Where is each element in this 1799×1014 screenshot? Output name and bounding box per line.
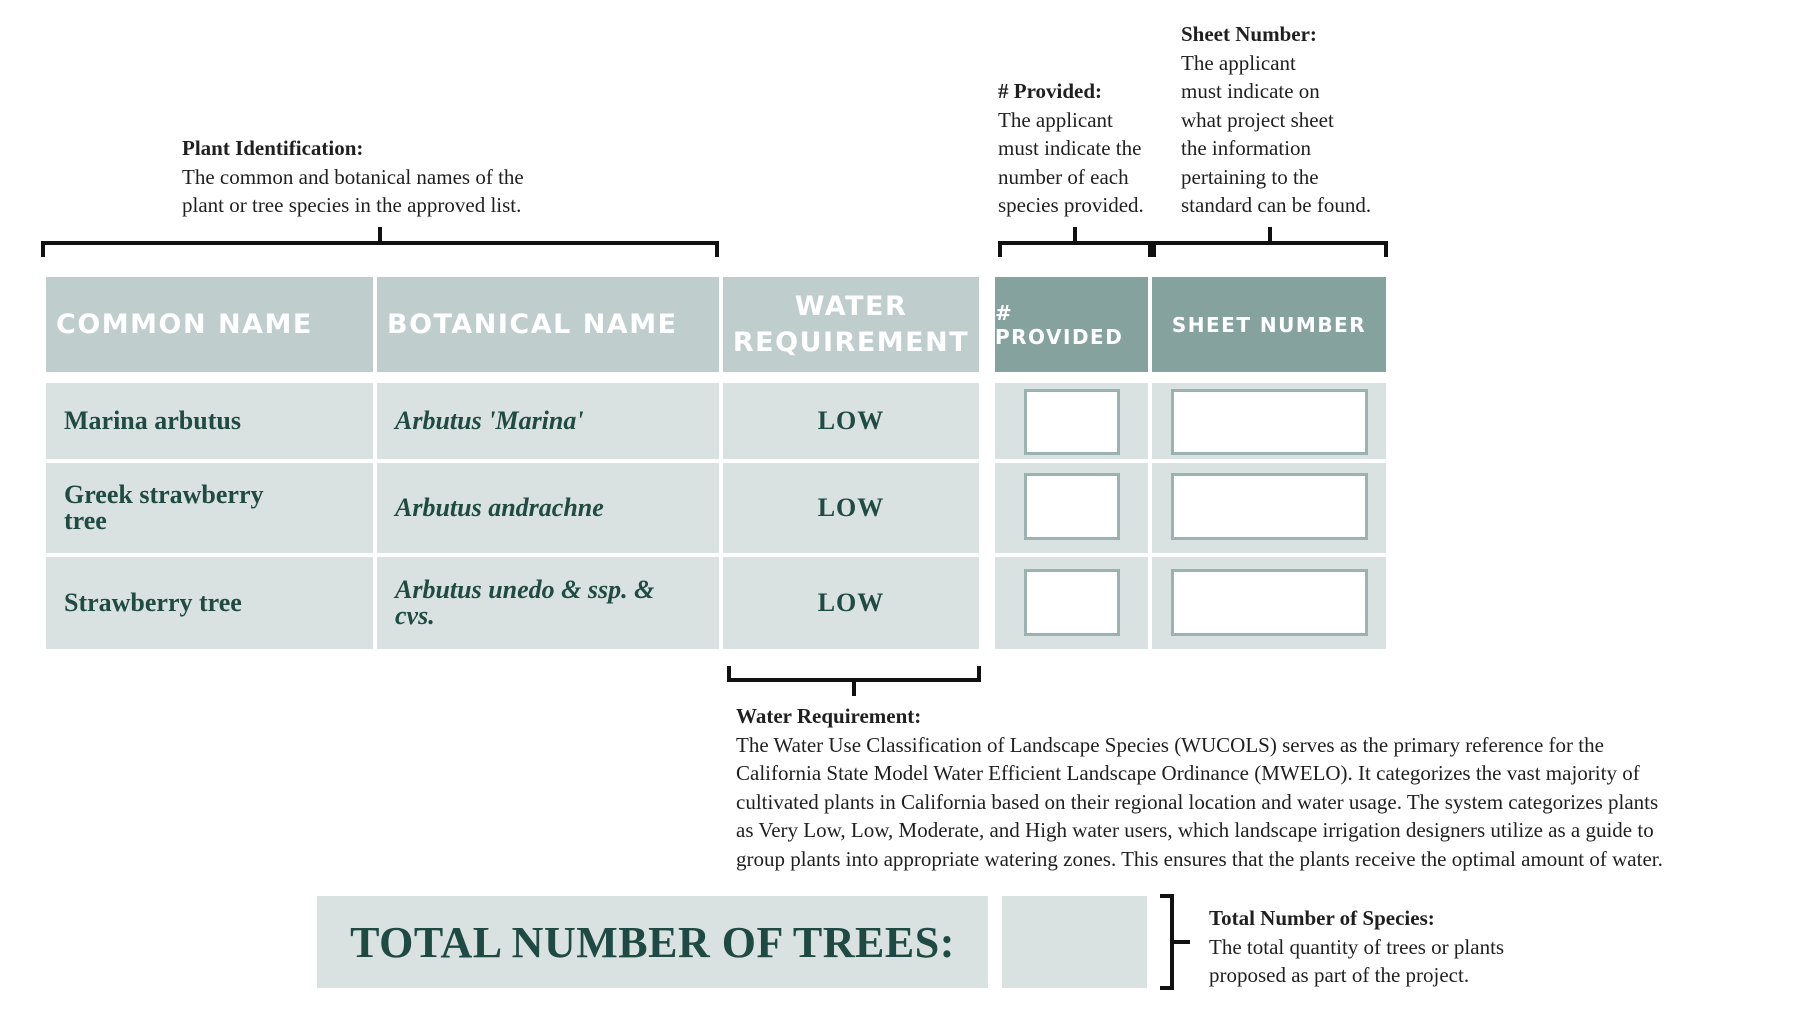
sheet-number-note-line: what project sheet	[1181, 107, 1334, 132]
water-requirement-text: LOW	[817, 406, 885, 435]
botanical-name-text: Arbutus unedo & ssp. &	[395, 575, 655, 604]
sheet-number-note-line: The applicant	[1181, 50, 1296, 75]
header-water-requirement	[723, 277, 979, 372]
total-species-bracket	[1160, 894, 1174, 990]
provided-note-title: # Provided:	[998, 79, 1103, 103]
total-species-note-title: Total Number of Species:	[1209, 906, 1435, 930]
sheet-number-note-title: Sheet Number:	[1181, 22, 1317, 46]
botanical-name-text: cvs.	[395, 601, 435, 630]
header-provided-label: # PROVIDED	[995, 300, 1124, 349]
total-number-of-trees-input[interactable]	[1002, 896, 1147, 988]
sheet-number-input[interactable]	[1171, 389, 1368, 455]
table-row-2-botanical-name	[377, 463, 719, 553]
common-name-text: Greek strawberry	[64, 480, 264, 509]
provided-input[interactable]	[1024, 473, 1120, 540]
sheet-number-note-line: the information	[1181, 136, 1312, 160]
table-row-3-water-requirement	[723, 557, 979, 649]
table-row-1-common-name	[46, 383, 373, 459]
plant-identification-line: The common and botanical names of the	[182, 164, 524, 189]
sheet-number-note	[1181, 20, 1411, 220]
plant-identification-note	[182, 134, 662, 220]
provided-note-line: must indicate the	[998, 136, 1142, 160]
plant-identification-bracket	[41, 241, 719, 257]
header-provided	[995, 277, 1148, 372]
water-requirement-note-line: as Very Low, Low, Moderate, and High water users, which landscape irrigation designers utilize as a guide to	[736, 818, 1654, 842]
water-requirement-note-line: The Water Use Classification of Landscape Species (WUCOLS) serves as the primary reference for the	[736, 732, 1604, 757]
table-row-2-common-name	[46, 463, 373, 553]
provided-input[interactable]	[1024, 569, 1120, 636]
total-species-note-line: proposed as part of the project.	[1209, 963, 1470, 987]
plant-identification-line: plant or tree species in the approved list.	[182, 193, 522, 217]
common-name-text: Marina arbutus	[64, 406, 241, 435]
total-species-bracket-tick	[1174, 940, 1190, 944]
sheet-number-note-line: pertaining to the	[1181, 164, 1319, 189]
header-water-requirement-line: WATER	[794, 290, 908, 322]
total-number-of-trees-text: TOTAL NUMBER OF TREES:	[350, 917, 955, 967]
water-requirement-note-line: California State Model Water Efficient Landscape Ordinance (MWELO). It categorizes the vast majority of	[736, 761, 1640, 785]
water-requirement-note-line: group plants into appropriate watering zones. This ensures that the plants receive the optimal amount of water.	[736, 846, 1663, 871]
water-requirement-text: LOW	[817, 493, 885, 522]
table-row-1-botanical-name	[377, 383, 719, 459]
table-row-3-common-name	[46, 557, 373, 649]
water-requirement-bracket	[727, 666, 981, 682]
botanical-name-text: Arbutus 'Marina'	[395, 406, 584, 435]
water-requirement-text: LOW	[817, 588, 885, 617]
total-species-note-line: The total quantity of trees or plants	[1209, 934, 1505, 959]
total-number-of-trees-label	[317, 896, 988, 988]
botanical-name-text: Arbutus andrachne	[395, 493, 604, 522]
sheet-number-note-line: must indicate on	[1181, 79, 1320, 103]
sheet-number-input[interactable]	[1171, 473, 1368, 540]
header-botanical-name-label: BOTANICAL NAME	[387, 309, 678, 340]
sheet-number-note-line: standard can be found.	[1181, 193, 1372, 217]
provided-note	[998, 77, 1178, 220]
table-row-3-botanical-name	[377, 557, 719, 649]
header-common-name-label: COMMON NAME	[56, 309, 313, 340]
provided-bracket	[998, 241, 1152, 257]
sheet-number-bracket	[1152, 241, 1388, 257]
provided-note-line: species provided.	[998, 193, 1144, 217]
sheet-number-input[interactable]	[1171, 569, 1368, 636]
table-row-2-water-requirement	[723, 463, 979, 553]
header-common-name	[46, 277, 373, 372]
header-sheet-number-label: SHEET NUMBER	[1171, 312, 1367, 337]
table-row-1-water-requirement	[723, 383, 979, 459]
water-requirement-note-line: cultivated plants in California based on their regional location and water usage. The system categorizes plants	[736, 789, 1659, 814]
total-species-note	[1209, 904, 1629, 990]
provided-input[interactable]	[1024, 389, 1120, 455]
provided-note-line: The applicant	[998, 107, 1113, 132]
water-requirement-note	[736, 702, 1796, 873]
water-requirement-note-title: Water Requirement:	[736, 704, 922, 728]
header-sheet-number	[1152, 277, 1386, 372]
common-name-text: tree	[64, 506, 107, 535]
header-botanical-name	[377, 277, 719, 372]
common-name-text: Strawberry tree	[64, 588, 242, 617]
header-water-requirement-line: REQUIREMENT	[732, 326, 970, 358]
plant-identification-title: Plant Identification:	[182, 136, 364, 160]
provided-note-line: number of each	[998, 164, 1129, 189]
